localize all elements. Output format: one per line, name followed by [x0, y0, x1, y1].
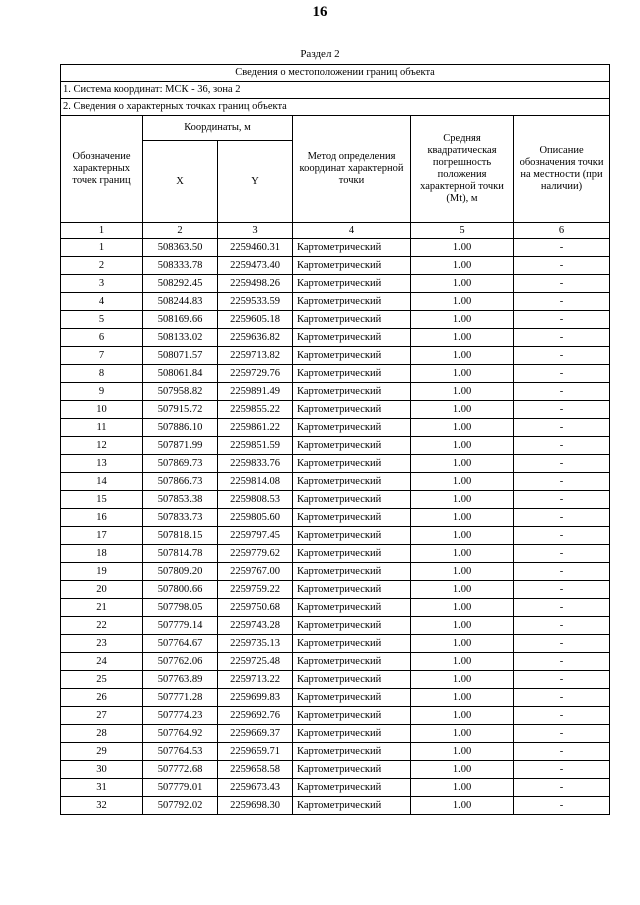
point-number-cell: 12: [61, 437, 143, 455]
table-row: [61, 239, 610, 257]
y-coordinate-cell: 2259713.82: [218, 347, 293, 365]
y-coordinate-cell: 2259636.82: [218, 329, 293, 347]
method-cell: Картометрический: [293, 743, 411, 761]
x-coordinate-cell: 507772.68: [143, 761, 218, 779]
x-coordinate-cell: 507779.01: [143, 779, 218, 797]
point-number-cell: 27: [61, 707, 143, 725]
description-cell: -: [514, 743, 610, 761]
point-number-cell: 17: [61, 527, 143, 545]
accuracy-cell: 1.00: [411, 743, 514, 761]
method-cell: Картометрический: [293, 257, 411, 275]
description-cell: -: [514, 437, 610, 455]
table-row: [61, 491, 610, 509]
header-point: Обозначение характерных точек границ: [61, 116, 143, 223]
x-coordinate-cell: 507886.10: [143, 419, 218, 437]
accuracy-cell: 1.00: [411, 491, 514, 509]
point-number-cell: 22: [61, 617, 143, 635]
y-coordinate-cell: 2259743.28: [218, 617, 293, 635]
table-row: [61, 635, 610, 653]
accuracy-cell: 1.00: [411, 347, 514, 365]
description-cell: -: [514, 671, 610, 689]
method-cell: Картометрический: [293, 275, 411, 293]
y-coordinate-cell: 2259669.37: [218, 725, 293, 743]
method-cell: Картометрический: [293, 671, 411, 689]
point-number-cell: 3: [61, 275, 143, 293]
x-coordinate-cell: 508133.02: [143, 329, 218, 347]
column-number: 3: [218, 223, 293, 239]
y-coordinate-cell: 2259808.53: [218, 491, 293, 509]
y-coordinate-cell: 2259750.68: [218, 599, 293, 617]
table-row: [61, 275, 610, 293]
point-number-cell: 31: [61, 779, 143, 797]
y-coordinate-cell: 2259692.76: [218, 707, 293, 725]
x-coordinate-cell: 507866.73: [143, 473, 218, 491]
x-coordinate-cell: 507764.53: [143, 743, 218, 761]
point-number-cell: 19: [61, 563, 143, 581]
y-coordinate-cell: 2259473.40: [218, 257, 293, 275]
point-number-cell: 5: [61, 311, 143, 329]
point-number-cell: 23: [61, 635, 143, 653]
method-cell: Картометрический: [293, 599, 411, 617]
description-cell: -: [514, 491, 610, 509]
description-cell: -: [514, 329, 610, 347]
point-number-cell: 9: [61, 383, 143, 401]
method-cell: Картометрический: [293, 491, 411, 509]
method-cell: Картометрический: [293, 689, 411, 707]
point-number-cell: 4: [61, 293, 143, 311]
boundary-points-table: [60, 64, 610, 815]
description-cell: -: [514, 257, 610, 275]
point-number-cell: 15: [61, 491, 143, 509]
description-cell: -: [514, 383, 610, 401]
y-coordinate-cell: 2259698.30: [218, 797, 293, 815]
accuracy-cell: 1.00: [411, 311, 514, 329]
description-cell: -: [514, 797, 610, 815]
x-coordinate-cell: 507809.20: [143, 563, 218, 581]
column-number: 5: [411, 223, 514, 239]
method-cell: Картометрический: [293, 437, 411, 455]
x-coordinate-cell: 508071.57: [143, 347, 218, 365]
description-cell: -: [514, 275, 610, 293]
method-cell: Картометрический: [293, 383, 411, 401]
description-cell: -: [514, 293, 610, 311]
description-cell: -: [514, 365, 610, 383]
method-cell: Картометрический: [293, 581, 411, 599]
point-number-cell: 24: [61, 653, 143, 671]
description-cell: -: [514, 311, 610, 329]
y-coordinate-cell: 2259855.22: [218, 401, 293, 419]
accuracy-cell: 1.00: [411, 635, 514, 653]
description-cell: -: [514, 581, 610, 599]
description-cell: -: [514, 473, 610, 491]
x-coordinate-cell: 507853.38: [143, 491, 218, 509]
table-row: [61, 761, 610, 779]
point-number-cell: 29: [61, 743, 143, 761]
table-body: [61, 65, 610, 815]
table-row: [61, 257, 610, 275]
x-coordinate-cell: 507871.99: [143, 437, 218, 455]
method-cell: Картометрический: [293, 635, 411, 653]
accuracy-cell: 1.00: [411, 779, 514, 797]
table-row: [61, 311, 610, 329]
x-coordinate-cell: 507833.73: [143, 509, 218, 527]
x-coordinate-cell: 507798.05: [143, 599, 218, 617]
y-coordinate-cell: 2259797.45: [218, 527, 293, 545]
header-coords: Координаты, м: [143, 116, 293, 141]
point-number-cell: 6: [61, 329, 143, 347]
description-cell: -: [514, 635, 610, 653]
y-coordinate-cell: 2259460.31: [218, 239, 293, 257]
description-cell: -: [514, 347, 610, 365]
table-row: [61, 419, 610, 437]
description-cell: -: [514, 401, 610, 419]
accuracy-cell: 1.00: [411, 599, 514, 617]
accuracy-cell: 1.00: [411, 545, 514, 563]
point-number-cell: 32: [61, 797, 143, 815]
x-coordinate-cell: 507792.02: [143, 797, 218, 815]
method-cell: Картометрический: [293, 761, 411, 779]
accuracy-cell: 1.00: [411, 257, 514, 275]
y-coordinate-cell: 2259533.59: [218, 293, 293, 311]
y-coordinate-cell: 2259805.60: [218, 509, 293, 527]
point-number-cell: 30: [61, 761, 143, 779]
point-number-cell: 18: [61, 545, 143, 563]
description-cell: -: [514, 761, 610, 779]
column-numbers-row: [61, 223, 610, 239]
column-number: 1: [61, 223, 143, 239]
table-row: [61, 437, 610, 455]
column-number: 2: [143, 223, 218, 239]
x-coordinate-cell: 507764.67: [143, 635, 218, 653]
method-cell: Картометрический: [293, 239, 411, 257]
y-coordinate-cell: 2259851.59: [218, 437, 293, 455]
description-cell: -: [514, 545, 610, 563]
y-coordinate-cell: 2259729.76: [218, 365, 293, 383]
accuracy-cell: 1.00: [411, 509, 514, 527]
table-row: [61, 689, 610, 707]
table-row: [61, 707, 610, 725]
point-number-cell: 21: [61, 599, 143, 617]
x-coordinate-cell: 507774.23: [143, 707, 218, 725]
header-x: X: [143, 141, 218, 223]
table-row: [61, 383, 610, 401]
accuracy-cell: 1.00: [411, 401, 514, 419]
accuracy-cell: 1.00: [411, 473, 514, 491]
accuracy-cell: 1.00: [411, 437, 514, 455]
table-row: [61, 617, 610, 635]
method-cell: Картометрический: [293, 563, 411, 581]
accuracy-cell: 1.00: [411, 761, 514, 779]
description-cell: -: [514, 689, 610, 707]
x-coordinate-cell: 507915.72: [143, 401, 218, 419]
y-coordinate-cell: 2259658.58: [218, 761, 293, 779]
method-cell: Картометрический: [293, 311, 411, 329]
description-cell: -: [514, 617, 610, 635]
table-row: [61, 329, 610, 347]
accuracy-cell: 1.00: [411, 581, 514, 599]
description-cell: -: [514, 455, 610, 473]
method-cell: Картометрический: [293, 545, 411, 563]
description-cell: -: [514, 725, 610, 743]
table-row: [61, 725, 610, 743]
y-coordinate-cell: 2259673.43: [218, 779, 293, 797]
table-row: [61, 581, 610, 599]
x-coordinate-cell: 507818.15: [143, 527, 218, 545]
header-accuracy: Средняя квадратическая погрешность положения характерной точки (Mt), м: [411, 116, 514, 223]
table-row: [61, 347, 610, 365]
x-coordinate-cell: 507764.92: [143, 725, 218, 743]
description-cell: -: [514, 779, 610, 797]
column-number: 6: [514, 223, 610, 239]
x-coordinate-cell: 508333.78: [143, 257, 218, 275]
x-coordinate-cell: 507762.06: [143, 653, 218, 671]
table-row: [61, 563, 610, 581]
point-number-cell: 11: [61, 419, 143, 437]
point-number-cell: 25: [61, 671, 143, 689]
point-number-cell: 26: [61, 689, 143, 707]
table-row: [61, 545, 610, 563]
table-row: [61, 671, 610, 689]
table-row: [61, 473, 610, 491]
x-coordinate-cell: 507814.78: [143, 545, 218, 563]
table-row: [61, 599, 610, 617]
accuracy-cell: 1.00: [411, 329, 514, 347]
x-coordinate-cell: 507771.28: [143, 689, 218, 707]
description-cell: -: [514, 509, 610, 527]
accuracy-cell: 1.00: [411, 725, 514, 743]
point-number-cell: 16: [61, 509, 143, 527]
method-cell: Картометрический: [293, 509, 411, 527]
x-coordinate-cell: 508061.84: [143, 365, 218, 383]
accuracy-cell: 1.00: [411, 797, 514, 815]
section-label: Раздел 2: [300, 48, 340, 60]
description-cell: -: [514, 239, 610, 257]
method-cell: Картометрический: [293, 473, 411, 491]
table-row: [61, 743, 610, 761]
description-cell: -: [514, 563, 610, 581]
description-cell: -: [514, 707, 610, 725]
method-cell: Картометрический: [293, 329, 411, 347]
accuracy-cell: 1.00: [411, 293, 514, 311]
point-number-cell: 14: [61, 473, 143, 491]
method-cell: Картометрический: [293, 779, 411, 797]
x-coordinate-cell: 508363.50: [143, 239, 218, 257]
header-description: Описание обозначения точки на местности (при наличии): [514, 116, 610, 223]
point-number-cell: 28: [61, 725, 143, 743]
y-coordinate-cell: 2259659.71: [218, 743, 293, 761]
x-coordinate-cell: 508244.83: [143, 293, 218, 311]
accuracy-cell: 1.00: [411, 383, 514, 401]
table-row: [61, 455, 610, 473]
table-row: [61, 293, 610, 311]
table-row: [61, 779, 610, 797]
x-coordinate-cell: 508292.45: [143, 275, 218, 293]
x-coordinate-cell: 507869.73: [143, 455, 218, 473]
accuracy-cell: 1.00: [411, 419, 514, 437]
method-cell: Картометрический: [293, 617, 411, 635]
method-cell: Картометрический: [293, 455, 411, 473]
x-coordinate-cell: 508169.66: [143, 311, 218, 329]
method-cell: Картометрический: [293, 707, 411, 725]
y-coordinate-cell: 2259735.13: [218, 635, 293, 653]
y-coordinate-cell: 2259891.49: [218, 383, 293, 401]
accuracy-cell: 1.00: [411, 653, 514, 671]
point-number-cell: 2: [61, 257, 143, 275]
accuracy-cell: 1.00: [411, 671, 514, 689]
x-coordinate-cell: 507800.66: [143, 581, 218, 599]
accuracy-cell: 1.00: [411, 527, 514, 545]
description-cell: -: [514, 527, 610, 545]
method-cell: Картометрический: [293, 401, 411, 419]
y-coordinate-cell: 2259861.22: [218, 419, 293, 437]
table-row: [61, 527, 610, 545]
table-title: Сведения о местоположении границ объекта: [61, 65, 610, 82]
y-coordinate-cell: 2259779.62: [218, 545, 293, 563]
y-coordinate-cell: 2259725.48: [218, 653, 293, 671]
y-coordinate-cell: 2259605.18: [218, 311, 293, 329]
y-coordinate-cell: 2259713.22: [218, 671, 293, 689]
point-number-cell: 13: [61, 455, 143, 473]
y-coordinate-cell: 2259759.22: [218, 581, 293, 599]
accuracy-cell: 1.00: [411, 617, 514, 635]
method-cell: Картометрический: [293, 293, 411, 311]
point-number-cell: 1: [61, 239, 143, 257]
table-row: [61, 797, 610, 815]
point-number-cell: 10: [61, 401, 143, 419]
y-coordinate-cell: 2259699.83: [218, 689, 293, 707]
point-number-cell: 8: [61, 365, 143, 383]
accuracy-cell: 1.00: [411, 275, 514, 293]
header-method: Метод определения координат характерной точки: [293, 116, 411, 223]
method-cell: Картометрический: [293, 527, 411, 545]
x-coordinate-cell: 507958.82: [143, 383, 218, 401]
column-number: 4: [293, 223, 411, 239]
accuracy-cell: 1.00: [411, 365, 514, 383]
y-coordinate-cell: 2259833.76: [218, 455, 293, 473]
table-row: [61, 509, 610, 527]
header-y: Y: [218, 141, 293, 223]
point-number-cell: 20: [61, 581, 143, 599]
y-coordinate-cell: 2259498.26: [218, 275, 293, 293]
page-number: 16: [312, 4, 328, 20]
method-cell: Картометрический: [293, 797, 411, 815]
accuracy-cell: 1.00: [411, 563, 514, 581]
y-coordinate-cell: 2259767.00: [218, 563, 293, 581]
point-number-cell: 7: [61, 347, 143, 365]
table-row: [61, 401, 610, 419]
table-row: [61, 365, 610, 383]
description-cell: -: [514, 419, 610, 437]
method-cell: Картометрический: [293, 653, 411, 671]
method-cell: Картометрический: [293, 419, 411, 437]
method-cell: Картометрический: [293, 365, 411, 383]
description-cell: -: [514, 653, 610, 671]
description-cell: -: [514, 599, 610, 617]
table-row: [61, 653, 610, 671]
accuracy-cell: 1.00: [411, 455, 514, 473]
coordinate-system-row: 1. Система координат: МСК - 36, зона 2: [61, 82, 610, 99]
y-coordinate-cell: 2259814.08: [218, 473, 293, 491]
method-cell: Картометрический: [293, 347, 411, 365]
x-coordinate-cell: 507763.89: [143, 671, 218, 689]
accuracy-cell: 1.00: [411, 239, 514, 257]
x-coordinate-cell: 507779.14: [143, 617, 218, 635]
accuracy-cell: 1.00: [411, 707, 514, 725]
method-cell: Картометрический: [293, 725, 411, 743]
points-heading-row: 2. Сведения о характерных точках границ объекта: [61, 99, 610, 116]
accuracy-cell: 1.00: [411, 689, 514, 707]
